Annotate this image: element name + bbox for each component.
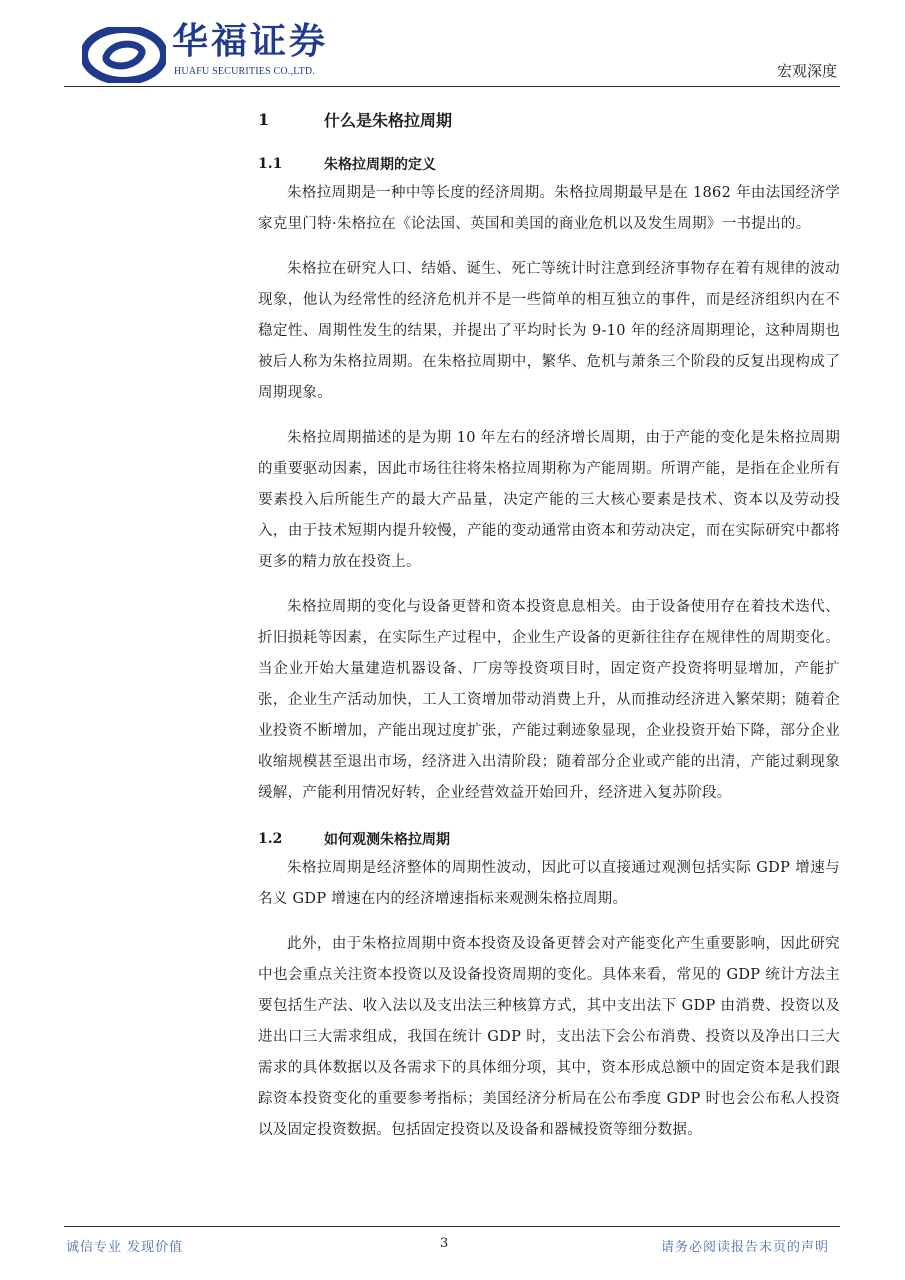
- paragraph: 朱格拉周期的变化与设备更替和资本投资息息相关。由于设备使用存在着技术迭代、折旧损耗等因素，在实际生产过程中，企业生产设备的更新往往存在规律性的周期变化。当企业开始大量建造机器设备、厂房等投资项目时，固定资产投资将明显增加，产能扩张，企业生产活动加快，工人工资增加带动消费上升，从而推动经济进入繁荣期；随着企业投资不断增加，产能出现过度扩张，产能过剩迹象显现，企业投资开始下降，部分企业收缩规模甚至退出市场，经济进入出清阶段；随着部分企业或产能的出清，产能过剩现象缓解，产能利用情况好转，企业经营效益开始回升，经济进入复苏阶段。: [258, 599, 840, 801]
- logo-text-en: HUAFU SECURITIES CO.,LTD.: [174, 66, 316, 77]
- subsection-heading-1-2: [258, 825, 840, 853]
- header-divider: [64, 86, 840, 87]
- subsection-number: 1.1: [258, 156, 283, 172]
- subsection-title: 朱格拉周期的定义: [324, 157, 436, 173]
- page-number: 3: [440, 1236, 449, 1251]
- subsection-heading-1-1: [258, 150, 840, 178]
- subsection-title: 如何观测朱格拉周期: [324, 832, 450, 848]
- subsection-number: 1.2: [258, 831, 283, 847]
- report-category: 宏观深度: [776, 62, 837, 80]
- paragraph: 朱格拉周期描述的是为期 10 年左右的经济增长周期，由于产能的变化是朱格拉周期的重要驱动因素，因此市场往往将朱格拉周期称为产能周期。所谓产能，是指在企业所有要素投入后所能生产的最大产品量，决定产能的三大核心要素是技术、资本以及劳动投入，由于技术短期内提升较慢，产能的变动通常由资本和劳动决定，而在实际研究中都将更多的精力放在投资上。: [258, 430, 840, 570]
- paragraph: 朱格拉在研究人口、结婚、诞生、死亡等统计时注意到经济事物存在着有规律的波动现象，他认为经常性的经济危机并不是一些简单的相互独立的事件，而是经济组织内在不稳定性、周期性发生的结果，并提出了平均时长为 9-10 年的经济周期理论，这种周期也被后人称为朱格拉周期。在朱格拉周期中，繁华、危机与萧条三个阶段的反复出现构成了周期现象。: [258, 261, 840, 401]
- paragraph: 朱格拉周期是经济整体的周期性波动，因此可以直接通过观测包括实际 GDP 增速与名义 GDP 增速在内的经济增速指标来观测朱格拉周期。: [258, 860, 840, 907]
- section-number: 1: [258, 109, 270, 129]
- report-body: [258, 96, 840, 1146]
- logo-text-cn: 华福证券: [172, 21, 329, 62]
- paragraph: 此外，由于朱格拉周期中资本投资及设备更替会对产能变化产生重要影响，因此研究中也会重点关注资本投资以及设备投资周期的变化。具体来看，常见的 GDP 统计方法主要包括生产法、收入法以及支出法三种核算方式，其中支出法下 GDP 由消费、投资以及进出口三大需求组成，我国在统计 GDP 时，支出法下会公布消费、投资以及净出口三大需求的具体数据以及各需求下的具体细分项，其中，资本形成总额中的固定资本是我们跟踪资本投资变化的重要参考指标；美国经济分析局在公布季度 GDP 时也会公布私人投资以及固定投资数据。包括固定投资以及设备和器械投资等细分数据。: [258, 936, 840, 1138]
- footer-slogan: 诚信专业 发现价值: [66, 1240, 184, 1255]
- section-heading-1: [258, 104, 840, 134]
- paragraph: 朱格拉周期是一种中等长度的经济周期。朱格拉周期最早是在 1862 年由法国经济学家克里门特·朱格拉在《论法国、英国和美国的商业危机以及发生周期》一书提出的。: [258, 185, 840, 232]
- section-title: 什么是朱格拉周期: [324, 110, 453, 130]
- huafu-logo-icon: [82, 27, 166, 83]
- page-header: [0, 0, 905, 95]
- footer-disclaimer: 请务必阅读报告末页的声明: [660, 1240, 829, 1255]
- footer-divider: [64, 1226, 840, 1227]
